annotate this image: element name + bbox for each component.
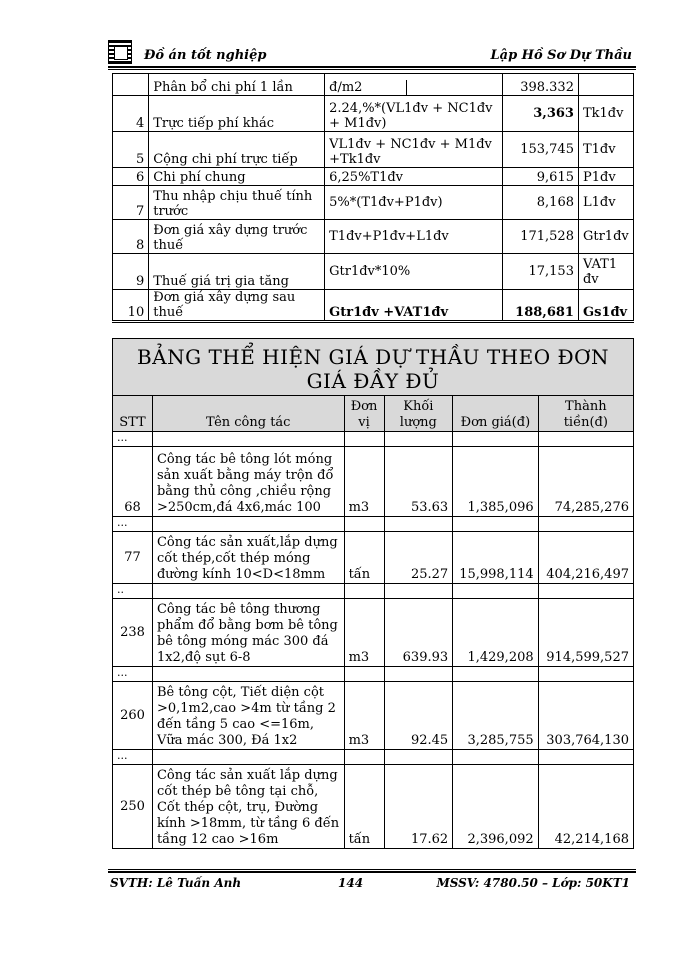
row-value: 17,153 [502,254,578,290]
table-row [113,168,634,186]
row-name: Chi phí chung [149,168,325,186]
row-value: 9,615 [502,168,578,186]
unit-cost-table [112,73,634,323]
ellipsis: ... [113,750,153,765]
row-stt: 250 [113,765,153,849]
table-row [113,765,634,849]
row-formula: T1đv+P1đv+L1đv [325,220,502,254]
row-total: 914,599,527 [538,599,633,667]
table-row [113,220,634,254]
row-value: 171,528 [502,220,578,254]
row-name: Công tác bê tông lót móng sản xuất bằng máy trộn đổ bằng thủ công ,chiều rộng >250cm,đá 4x6,mác 100 [152,447,344,517]
table-title: BẢNG THỂ HIỆN GIÁ DỰ THẦU THEO ĐƠN GIÁ ĐẦY ĐỦ [113,339,634,396]
row-stt: 7 [113,186,149,220]
row-price: 1,385,096 [453,447,538,517]
row-name: Công tác sản xuất lắp dựng cốt thép bê tông tại chỗ, Cốt thép cột, trụ, Đường kính >18mm, từ tầng 6 đến tầng 12 cao >16m [152,765,344,849]
row-name: Thu nhập chịu thuế tính trước [149,186,325,220]
row-qty: 92.45 [384,682,453,750]
table-title-row [113,339,634,396]
footer-divider [108,869,636,873]
col-unit: Đơn vị [344,396,384,432]
row-name: Thuế giá trị gia tăng [149,254,325,290]
row-qty: 25.27 [384,532,453,584]
row-stt: 8 [113,220,149,254]
row-value: 3,363 [502,96,578,132]
row-code [578,74,633,96]
row-formula: Gtr1đv +VAT1đv [325,290,502,322]
row-code: Gs1đv [578,290,633,322]
row-code: P1đv [578,168,633,186]
row-stt: 68 [113,447,153,517]
row-code: Gtr1đv [578,220,633,254]
row-unit: m3 [344,447,384,517]
ellipsis-row [113,750,634,765]
row-price: 2,396,092 [453,765,538,849]
row-name: Công tác sản xuất,lắp dựng cốt thép,cốt thép móng đường kính 10<D<18mm [152,532,344,584]
row-price: 15,998,114 [453,532,538,584]
table-row [113,74,634,96]
row-name: Bê tông cột, Tiết diện cột >0,1m2,cao >4m từ tầng 2 đến tầng 5 cao <=16m, Vữa mác 300, Đá 1x2 [152,682,344,750]
row-stt: 9 [113,254,149,290]
col-price: Đơn giá(đ) [453,396,538,432]
row-price: 3,285,755 [453,682,538,750]
col-name: Tên công tác [152,396,344,432]
row-name: Đơn giá xây dựng trước thuế [149,220,325,254]
university-logo-icon [108,40,132,64]
ellipsis: .. [113,584,153,599]
row-unit: m3 [344,682,384,750]
row-qty: 17.62 [384,765,453,849]
row-value: 153,745 [502,132,578,168]
col-total: Thành tiền(đ) [538,396,633,432]
row-stt: 6 [113,168,149,186]
row-name: Trực tiếp phí khác [149,96,325,132]
header-divider [108,66,636,70]
row-formula: VL1đv + NC1đv + M1đv +Tk1đv [325,132,502,168]
row-stt: 10 [113,290,149,322]
footer-student: SVTH: Lê Tuấn Anh [110,876,242,890]
row-formula: 6,25%T1đv [325,168,502,186]
row-total: 404,216,497 [538,532,633,584]
column-header-row [113,396,634,432]
row-value: 8,168 [502,186,578,220]
table-row [113,132,634,168]
row-unit: tấn [344,532,384,584]
page-number: 144 [338,876,364,890]
row-formula: Gtr1đv*10% [325,254,502,290]
row-code: Tk1đv [578,96,633,132]
row-unit: tấn [344,765,384,849]
row-name: Công tác bê tông thương phẩm đổ bằng bơm bê tông bê tông móng mác 300 đá 1x2,độ sụt 6-8 [152,599,344,667]
ellipsis-row [113,432,634,447]
ellipsis-row [113,667,634,682]
page-footer [108,876,636,896]
ellipsis: ... [113,667,153,682]
row-price: 1,429,208 [453,599,538,667]
row-total: 42,214,168 [538,765,633,849]
page-header [108,40,636,68]
row-stt: 5 [113,132,149,168]
row-formula: 5%*(T1đv+P1đv) [325,186,502,220]
table-row [113,532,634,584]
row-formula: 2.24,%*(VL1đv + NC1đv + M1đv) [325,96,502,132]
table-row [113,290,634,322]
row-code: T1đv [578,132,633,168]
col-stt: STT [113,396,153,432]
row-code: VAT1 đv [578,254,633,290]
row-code: L1đv [578,186,633,220]
table-row [113,96,634,132]
ellipsis-row [113,584,634,599]
row-stt: 260 [113,682,153,750]
row-total: 74,285,276 [538,447,633,517]
row-stt: 4 [113,96,149,132]
bid-price-table [112,338,634,849]
table-row [113,682,634,750]
row-total: 303,764,130 [538,682,633,750]
table-row [113,254,634,290]
header-left-title: Đồ án tốt nghiệp [144,48,267,63]
col-qty: Khối lượng [384,396,453,432]
row-value: 188,681 [502,290,578,322]
ellipsis-row [113,517,634,532]
ellipsis: ... [113,517,153,532]
row-stt: 238 [113,599,153,667]
row-name: Cộng chi phí trực tiếp [149,132,325,168]
row-value: 398.332 [502,74,578,96]
row-name: Đơn giá xây dựng sau thuế [149,290,325,322]
row-unit: m3 [344,599,384,667]
row-qty: 53.63 [384,447,453,517]
ellipsis: ... [113,432,153,447]
row-formula: đ/m2 [325,74,502,96]
row-stt: 77 [113,532,153,584]
footer-student-id: MSSV: 4780.50 – Lớp: 50KT1 [436,876,630,890]
table-row [113,447,634,517]
row-stt [113,74,149,96]
header-right-title: Lập Hồ Sơ Dự Thầu [490,48,632,63]
table-row [113,599,634,667]
table-row [113,186,634,220]
row-qty: 639.93 [384,599,453,667]
row-name: Phân bổ chi phí 1 lần [149,74,325,96]
